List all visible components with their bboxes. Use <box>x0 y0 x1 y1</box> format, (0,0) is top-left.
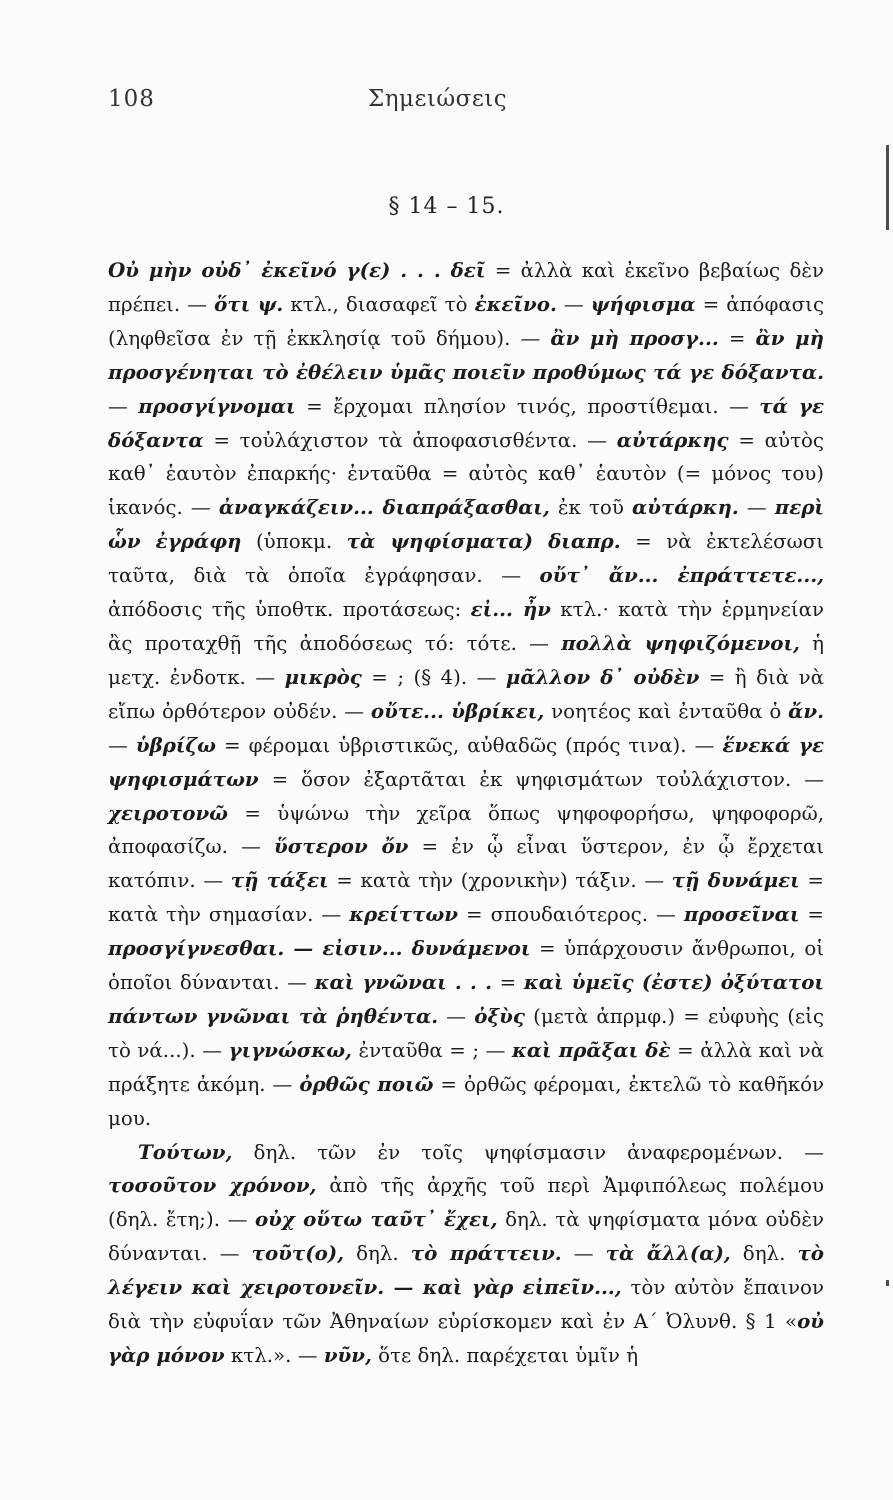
gloss: = ἀπόφασις (ληφθεῖσα ἐν τῇ ἐκκλησίᾳ τοῦ δήμου). — <box>108 292 825 350</box>
lemma: τὸ πράττειν. <box>410 1241 562 1266</box>
gloss: δηλ. <box>344 1242 411 1266</box>
lemma: οὔτ᾽ ἄν... ἐπράττετε..., <box>539 563 824 588</box>
lemma: τῇ τάξει <box>230 868 329 893</box>
gloss: = <box>718 326 756 350</box>
lemma: χειροτονῶ <box>108 800 229 825</box>
lemma: νῦν, <box>323 1343 372 1367</box>
gloss: (ὑποκμ. <box>241 530 347 554</box>
lemma: προσγίγνομαι <box>138 393 296 418</box>
gloss: = ὅσον ἐξαρτᾶται ἐκ ψηφισμάτων τοὐλάχιστον. — <box>258 767 824 791</box>
lemma: περὶ ὧν ἐγράφη <box>108 495 824 554</box>
gloss: — <box>108 733 136 757</box>
gloss: = ἢ διὰ νὰ εἴπω ὀρθότερον οὐδέν. — <box>108 665 824 723</box>
gloss: = <box>492 971 524 995</box>
paragraph-2 <box>108 1136 824 1373</box>
gloss: = ὑψώνω τὴν χεῖρα ὅπως ψηφοφορήσω, ψηφοφορῶ, ἀποφασίζω. — <box>108 801 824 859</box>
lemma: οὔτε... ὑβρίκει, <box>370 698 545 723</box>
gloss: = <box>799 903 824 927</box>
lemma: ἂν μὴ προσγ... <box>550 325 719 350</box>
lemma: κρείττων <box>349 902 458 927</box>
lemma: μᾶλλον δ᾽ οὐδὲν <box>505 664 700 689</box>
gloss: = ὀρθῶς φέρομαι, ἐκτελῶ τὸ καθῆκόν μου. <box>108 1072 825 1130</box>
gloss: ὅτε δηλ. παρέχεται ὑμῖν ἡ <box>371 1344 639 1367</box>
gloss: τὸν αὐτὸν ἔπαινον διὰ τὴν εὐφυΐαν τῶν Ἀθηναίων εὑρίσκομεν καὶ ἐν Α΄ Ὀλυνθ. § 1 « <box>108 1276 824 1334</box>
gloss: = κατὰ τὴν (χρονικὴν) τάξιν. — <box>328 869 672 893</box>
gloss: — <box>738 496 775 520</box>
gloss: = σπουδαιότερος. — <box>457 903 684 927</box>
gloss: = ὑπάρχουσιν ἄνθρωποι, οἱ ὁποῖοι δύνανται. — <box>108 937 824 995</box>
lemma: προσεῖναι <box>683 902 800 927</box>
lemma: μικρὸς <box>284 664 362 689</box>
gloss: — <box>108 394 139 418</box>
gloss: δηλ. <box>730 1242 798 1266</box>
gloss: = ἀλλὰ καὶ ἐκεῖνο βεβαίως δὲν πρέπει. — <box>108 259 824 316</box>
lemma: αὐτάρκης <box>616 427 729 452</box>
page-header <box>0 86 893 122</box>
gloss: ἀπὸ τῆς ἀρχῆς τοῦ περὶ Ἀμφιπόλεως πολέμου (δηλ. ἔτη;). — <box>108 1174 825 1232</box>
gloss: = αὐτὸς καθ᾽ ἑαυτὸν ἐπαρκής· ἐνταῦθα = αὐτὸς καθ᾽ ἑαυτὸν (= μόνος του) ἱκανός. — <box>108 428 824 520</box>
lemma: αὐτάρκη. <box>632 495 739 520</box>
gloss: κτλ.· κατὰ τὴν ἑρμηνείαν ἂς προταχθῇ τῆς ἀποδόσεως τό: τότε. — <box>108 598 824 655</box>
commentary-text <box>108 254 824 1373</box>
lemma: τῇ δυνάμει <box>671 868 800 893</box>
lemma: πολλὰ ψηφιζόμενοι, <box>561 630 800 655</box>
gloss: = ; (§ 4). — <box>361 665 506 689</box>
lemma: οὐχ οὕτω ταῦτ᾽ ἔχει, <box>254 1207 498 1232</box>
gloss: δηλ. τῶν ἐν τοῖς ψηφίσμασιν ἀναφερομένων. — <box>232 1140 824 1164</box>
gloss: ἡ μετχ. ἐνδοτκ. — <box>108 631 825 689</box>
page-edge-mark-lower <box>886 1280 889 1286</box>
gloss: δηλ. τὰ ψηφίσματα μόνα οὐδὲν δύνανται. — <box>108 1208 824 1266</box>
lemma: οὐ γὰρ μόνον <box>108 1309 824 1367</box>
lemma: τοσοῦτον χρόνον, <box>108 1173 317 1198</box>
gloss: ἐνταῦθα = ; — <box>351 1038 512 1062</box>
lemma: εἰ... ἦν <box>470 597 551 622</box>
lemma: τοῦτ(ο), <box>251 1241 345 1266</box>
gloss: κτλ., διασαφεῖ τὸ <box>283 292 475 316</box>
lemma: ὀξὺς <box>474 1003 525 1028</box>
gloss: = φέρομαι ὑβριστικῶς, αὐθαδῶς (πρός τινα). — <box>215 733 723 757</box>
gloss: = ἐν ᾧ εἶναι ὕστερον, ἐν ᾧ ἔρχεται κατόπιν. — <box>108 835 825 893</box>
lemma: ὅτι ψ. <box>214 291 284 316</box>
lemma: ὀρθῶς ποιῶ <box>299 1071 434 1096</box>
gloss: ἀπόδοσις τῆς ὑποθτκ. προτάσεως: <box>108 598 471 622</box>
lemma: καὶ γνῶναι . . . <box>314 970 493 995</box>
gloss: = τοὐλάχιστον τὰ ἀποφασισθέντα. — <box>203 428 617 452</box>
lemma: ὑβρίζω <box>135 732 216 757</box>
page-number: 108 <box>108 86 155 112</box>
gloss: νοητέος καὶ ἐνταῦθα ὁ <box>544 699 789 723</box>
lemma: τὸ λέγειν καὶ χειροτονεῖν. — καὶ γὰρ εἰπεῖν..., <box>108 1241 824 1300</box>
lemma: καὶ πρᾶξαι δὲ <box>512 1037 671 1062</box>
lemma: ἕνεκά γε ψηφισμάτων <box>108 732 825 791</box>
paragraph-1 <box>108 254 824 1136</box>
gloss: = κατὰ τὴν σημασίαν. — <box>108 869 824 927</box>
gloss: = ἀλλὰ καὶ νὰ πράξητε ἀκόμη. — <box>108 1038 824 1096</box>
lemma: καὶ ὑμεῖς (ἐστε) ὀξύτατοι πάντων γνῶναι τὰ ῥηθέντα. <box>108 970 824 1028</box>
gloss: — <box>561 1242 606 1266</box>
lemma: τὰ ἄλλ(α), <box>605 1241 731 1266</box>
gloss: ἐκ τοῦ <box>549 496 632 520</box>
gloss: κτλ.». — <box>224 1344 324 1367</box>
gloss: — <box>438 1004 475 1028</box>
lemma: ἂν μὴ προσγένηται τὸ ἐθέλειν ὑμᾶς ποιεῖν προθύμως τά γε δόξαντα. <box>108 325 824 384</box>
lemma: γιγνώσκω, <box>228 1037 352 1062</box>
lemma: Οὐ μὴν οὐδ᾽ ἐκεῖνό γ(ε) . . . δεῖ <box>108 258 486 282</box>
lemma: Τούτων, <box>138 1139 233 1164</box>
gloss: = ἔρχομαι πλησίον τινός, προστίθεμαι. — <box>295 394 760 418</box>
lemma: ἄν. <box>788 698 825 723</box>
lemma: ὕστερον ὄν <box>273 834 409 859</box>
gloss: = νὰ ἐκτελέσωσι ταῦτα, διὰ τὰ ὁποῖα ἐγράφησαν. — <box>108 530 824 588</box>
section-heading: § 14 – 15. <box>388 194 505 219</box>
lemma: ἐκεῖνο. <box>474 291 557 316</box>
lemma: ἀναγκάζειν... διαπράξασθαι, <box>218 495 550 520</box>
lemma: προσγίγνεσθαι. — εἰσιν... δυνάμενοι <box>108 936 531 961</box>
lemma: τὰ ψηφίσματα) διαπρ. <box>346 529 621 554</box>
lemma: ψήφισμα <box>590 291 696 316</box>
gloss: (μετὰ ἀπρμφ.) = εὐφυὴς (εἰς τὸ νά...). — <box>108 1004 825 1062</box>
lemma: τά γε δόξαντα <box>108 393 824 452</box>
gloss: — <box>556 292 591 316</box>
running-title: Σημειώσεις <box>368 86 508 112</box>
